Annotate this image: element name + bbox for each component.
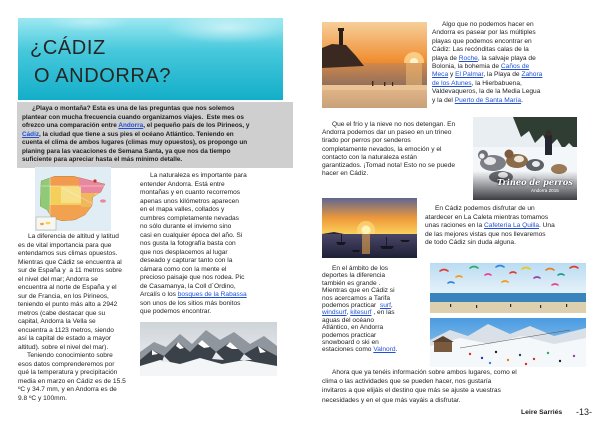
text-line: Atlántico, en Andorra <box>322 324 384 332</box>
text-line: así la capital de estado a mayor <box>18 335 112 342</box>
text-segment: , la ciudad que tiene a sus pies el océano Atlántico. Teniendo en <box>39 130 234 138</box>
text-segment: , la Playa de <box>483 71 522 79</box>
nature-andorra-paragraph <box>140 172 283 317</box>
text-line: En Cádiz podemos disfrutar de un <box>435 205 535 212</box>
sled-photo-subcaption: Andorra 2015 <box>531 188 559 193</box>
text-segment: . Una <box>539 222 555 229</box>
link-valnord[interactable]: Valnord <box>373 346 396 354</box>
intro-text <box>22 105 290 165</box>
link-el-palmar[interactable]: El Palmar <box>455 71 484 79</box>
text-line <box>140 291 283 300</box>
text-segment: ofrezco una comparación entre <box>22 122 119 129</box>
text-line: encuentra al norte de España y el <box>18 284 117 291</box>
closing-paragraph <box>322 368 588 405</box>
link-windsurf[interactable]: windsurf <box>322 309 347 317</box>
text-line: Algo que no podemos hacer en <box>442 21 534 28</box>
link-surf[interactable]: surf <box>379 302 391 310</box>
text-line <box>22 131 290 140</box>
spain-map-image <box>35 167 111 231</box>
text-line: necesidades y en el que más vayáis a disfrutar. <box>322 396 461 404</box>
text-line: sur de Francia, en los Pirineos, <box>18 292 109 300</box>
cadiz-beaches-paragraph <box>432 21 582 105</box>
snowy-mountains-photo <box>140 322 277 376</box>
text-line: nos gusta la fotografía basta con <box>140 240 236 247</box>
link-andorra[interactable]: Andorra <box>118 122 144 129</box>
text-line: invitaros a que elijáis el destino que más se ajuste a vuestras <box>322 387 501 395</box>
text-line: snowboard o ski en <box>322 339 379 347</box>
text-line: teniendo el punto más alto a 2942 <box>18 301 118 308</box>
title-banner <box>18 18 283 100</box>
page-title-line-1: ¿CÁDIZ <box>30 37 106 59</box>
text-line: no sólo durante el invierno sino <box>140 223 232 230</box>
text-line: en el mapa valles, collados y <box>140 206 225 213</box>
text-line: ¿Playa o montaña? Esta es una de las preguntas que nos solemos <box>32 105 235 112</box>
page-number: -13- <box>576 407 593 417</box>
text-line: metros (cabe destacar que su <box>18 309 106 317</box>
text-line: Teniendo conocimiento sobre <box>18 352 113 359</box>
text-segment: , el pequeño país de los Pirineos, y <box>143 122 250 129</box>
text-line: plantear con mucha frecuencia cuando organizamos viajes. Este mes os <box>22 113 244 121</box>
text-line: aguas del océano <box>322 316 375 324</box>
text-line: Andorra es pasear por las múltiples <box>432 29 536 37</box>
text-line: que podemos encontrar. <box>140 308 212 315</box>
link-cadiz[interactable]: Cádiz <box>22 130 40 138</box>
text-line: de las mejores vistas que nos llevaremos <box>425 230 546 238</box>
link-zahora-de-los-atunes[interactable]: de los Atunes <box>432 79 472 87</box>
text-segment: Arcalís o los <box>140 291 178 298</box>
sports-paragraph <box>322 265 426 354</box>
text-line: nos acercamos a Tarifa <box>322 294 391 302</box>
text-line: La diferencia de altitud y latitud <box>28 233 119 240</box>
text-line: casi en cualquier época del año. Si <box>140 231 243 239</box>
text-line: sur de España y a 11 metros sobre <box>18 267 122 274</box>
text-line <box>322 302 426 309</box>
beach-lighthouse-photo <box>322 22 427 108</box>
text-line: de Casamanya, la Coll d´Ordino, <box>140 282 236 290</box>
text-line: Mientras que en Cádiz si <box>322 287 395 295</box>
text-line: Ahora que ya tenéis información sobre ambos lugares, como el <box>332 369 517 376</box>
text-segment: , <box>390 302 393 310</box>
text-line: deportes la diferencia <box>322 272 386 280</box>
link-roche[interactable]: Roche <box>458 54 478 62</box>
text-segment: y <box>448 71 456 79</box>
caleta-paragraph <box>425 205 587 248</box>
page-title-line-2: O ANDORRA? <box>34 65 172 87</box>
text-line: entender Andorra. Está entre <box>140 180 225 188</box>
text-line: de todo Cádiz sin duda alguna. <box>425 239 516 246</box>
text-line: cumbres completamente nevadas <box>140 214 239 222</box>
text-line: Mientras que Cádiz se encuentra al <box>18 258 122 266</box>
text-line: esos datos comprenderemos por <box>18 360 115 368</box>
text-line: Valdevaqueros, la de la Media Legua <box>432 88 541 96</box>
text-line <box>322 346 426 353</box>
text-line: cuenta el clima de ambos lugares (climas muy opuestos), os propongo un <box>22 139 248 146</box>
link-canos-de-meca[interactable]: Meca <box>432 71 449 79</box>
text-segment: estaciones como <box>322 346 374 354</box>
intro-box <box>17 102 293 168</box>
text-line: qué la temperatura y precipitación <box>18 369 118 376</box>
text-line: apenas unos kilómetros aparecen <box>140 197 239 205</box>
text-line: completamente nevados, la emoción y el <box>322 145 442 153</box>
link-canos-de-meca[interactable]: Caños de <box>500 63 530 71</box>
text-segment: unas raciones en la <box>425 222 485 229</box>
text-line <box>432 63 582 71</box>
link-zahora-de-los-atunes[interactable]: Zahora <box>521 71 543 79</box>
text-line: también es grande . <box>322 279 381 287</box>
text-line: suficiente para apreciar hasta el más mínimo detalle. <box>22 156 183 163</box>
text-segment: . <box>395 346 398 354</box>
text-line <box>432 71 582 79</box>
text-line: capital, Andorra la Vella se <box>18 318 96 325</box>
dog-sled-paragraph <box>322 121 470 178</box>
text-segment: podemos practicar <box>322 302 380 310</box>
text-line: Andorra podemos dar un paseo en un trineo <box>322 129 452 137</box>
text-line: que nos desplacemos al lugar <box>140 248 228 256</box>
text-line <box>22 122 290 131</box>
link-puerto-de-santa-maria[interactable]: Puerto de Santa María <box>454 96 522 104</box>
text-line: En el ámbito de los <box>332 265 389 272</box>
sled-photo-caption: Trineo de perros <box>497 177 573 187</box>
text-segment: y la del <box>432 96 455 104</box>
text-segment: , en las <box>371 309 395 317</box>
caleta-sunset-photo <box>322 198 417 258</box>
text-line: contacto con la naturaleza están <box>322 153 417 161</box>
text-line: tirado por perros por senderos <box>322 137 411 145</box>
text-line: deseado y capturar tanto con la <box>140 257 233 264</box>
text-segment: , <box>346 309 351 317</box>
link-bosques-rabassa[interactable]: bosques de la Rabassa <box>177 291 247 298</box>
text-line: La naturaleza es importante para <box>150 172 247 179</box>
text-line: 9.8 ºC y 100mm. <box>18 394 67 402</box>
text-line: atardecer en La Caleta mientras tomamos <box>425 213 549 221</box>
text-line <box>432 80 582 88</box>
text-line: planing para las vacaciones de Semana Santa, ya que nos da tiempo <box>22 147 231 155</box>
text-line: Que el frío y la nieve no nos detengan. En <box>332 121 456 128</box>
text-line: cámara como con la mente el <box>140 265 227 273</box>
text-line: encuentra a 1123 metros, siendo <box>18 326 114 334</box>
ski-resort-photo <box>430 318 586 367</box>
text-line <box>432 55 582 63</box>
climate-comparison-paragraph <box>18 233 136 403</box>
text-line <box>425 222 587 231</box>
text-segment: , la Hierbabuena, <box>471 79 522 87</box>
text-line: son unos de los sitios más bonitos <box>140 299 241 307</box>
text-line <box>322 309 426 316</box>
link-cafeteria-la-quilla[interactable]: Cafetería La Quilla <box>484 222 539 229</box>
text-line: hacer en Cádiz. <box>322 170 369 178</box>
text-segment: playa de <box>432 54 459 62</box>
text-line: altitud). sobre el nivel del mar). <box>18 343 109 351</box>
kitesurf-beach-photo <box>430 263 586 313</box>
text-line: garantizados. ¡Tomad nota! Esto no se puede <box>322 162 456 170</box>
author-name: Leire Sarriés <box>521 409 563 416</box>
text-segment: Bolonia, la bohemia de <box>432 63 501 71</box>
text-line: precioso paisaje que nos rodea. Pic <box>140 274 245 281</box>
text-segment: , la salvaje playa de <box>477 54 536 62</box>
text-line: el nivel del mar; Andorra se <box>18 275 98 283</box>
text-line: playas que podemos encontrar en <box>432 37 532 45</box>
text-line: Cádiz: Las recónditas calas de la <box>432 46 529 54</box>
text-line: entendamos sus climas opuestos. <box>18 250 118 257</box>
text-line: podemos practicar <box>322 331 377 339</box>
text-segment: . <box>521 96 523 104</box>
text-line <box>432 97 582 105</box>
text-line: es de vital importancia para que <box>18 241 112 249</box>
text-line: montañas y en cuanto recorremos <box>140 189 241 196</box>
text-line: ºC y 34.7 mm, y en Andorra es de <box>18 386 117 393</box>
link-kitesurf[interactable]: kitesurf <box>350 309 372 317</box>
dog-sled-photo <box>473 117 577 200</box>
text-line: clima o las actividades que se pueden hacer, nos gustaría <box>322 378 492 386</box>
text-line: media en marzo en Cádiz es de 15.5 <box>18 377 126 385</box>
